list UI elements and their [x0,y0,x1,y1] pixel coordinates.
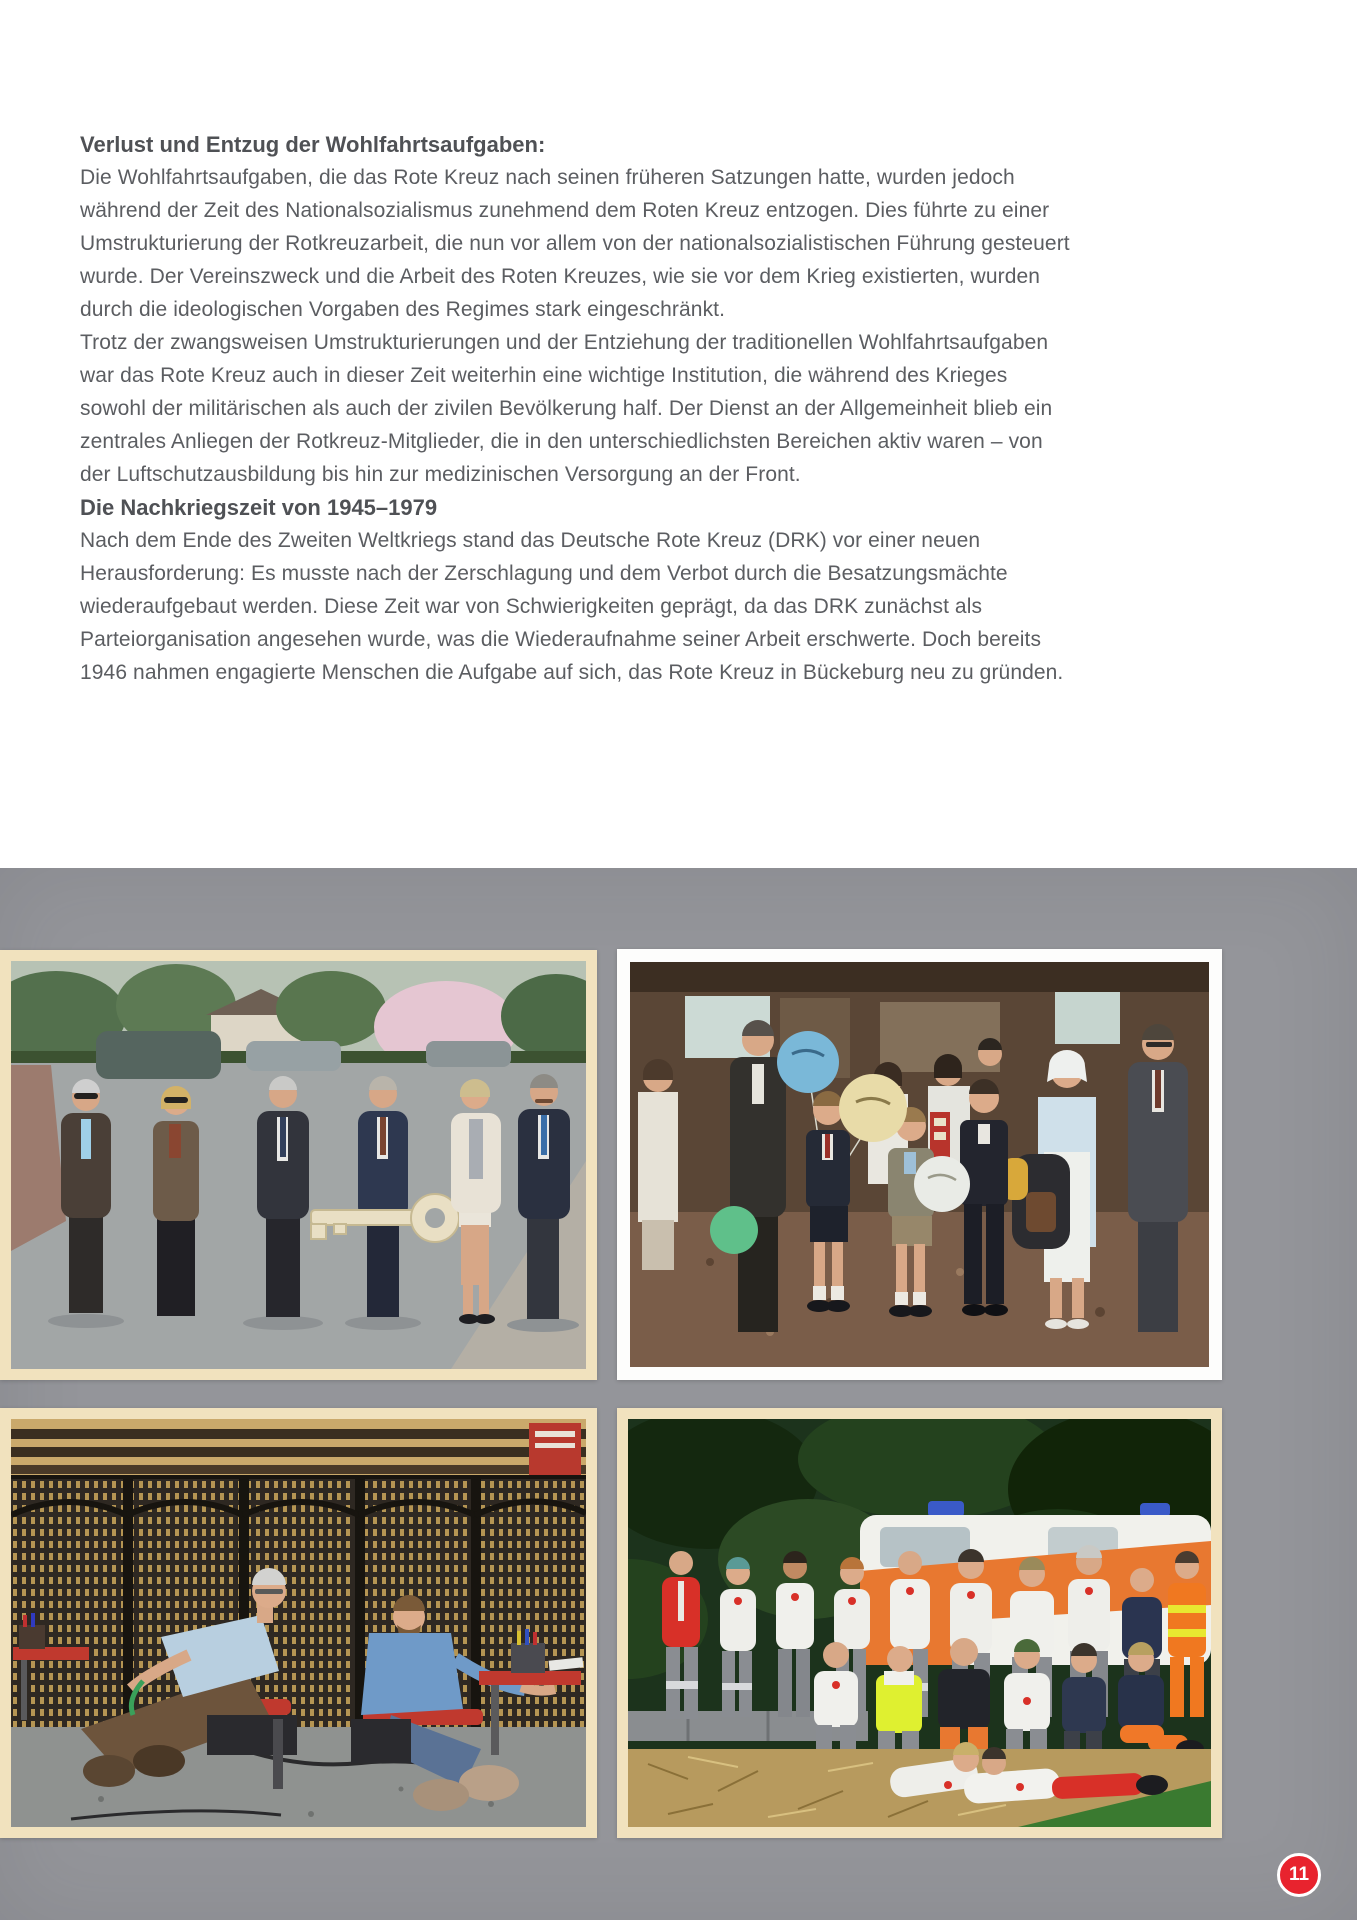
photo-frame-blood-donation [0,1408,597,1838]
paragraph-wohlfahrtsaufgaben [80,161,1310,491]
text-line: Umstrukturierung der Rotkreuzarbeit, die nun vor allem von der nationalsozialistischen Führung gesteuert [80,232,1070,255]
blood-donation-photo-image [11,1419,586,1827]
text-line: der Luftschutzausbildung bis hin zur medizinischen Versorgung an der Front. [80,463,801,486]
rescue-team-photo-image [628,1419,1211,1827]
text-line: war das Rote Kreuz auch in dieser Zeit weiterhin eine wichtige Institution, die während des Krieges [80,364,1008,387]
section-heading-nachkriegszeit: Die Nachkriegszeit von 1945–1979 [80,495,438,520]
text-line: wurde. Der Vereinszweck und die Arbeit des Roten Kreuzes, wie sie vor dem Krieg existierten, wurden [80,265,1041,288]
photo-frame-rescue-team [617,1408,1222,1838]
text-line: Herausforderung: Es musste nach der Zerschlagung und dem Verbot durch die Besatzungsmächte [80,562,1008,585]
photo-frame-balloons [617,949,1222,1380]
article-text [80,128,1310,689]
paragraph-nachkriegszeit [80,524,1310,689]
photo-panel [0,868,1357,1920]
text-line: wiederaufgebaut werden. Diese Zeit war von Schwierigkeiten geprägt, da das DRK zunächst als [80,595,983,618]
text-line: zentrales Anliegen der Rotkreuz-Mitglieder, die in den unterschiedlichsten Bereichen aktiv waren – von [80,430,1043,453]
text-line: Die Wohlfahrtsaufgaben, die das Rote Kreuz nach seinen früheren Satzungen hatte, wurden jedoch [80,166,1015,189]
text-line: durch die ideologischen Vorgaben des Regimes stark eingeschränkt. [80,298,726,321]
text-line: während der Zeit des Nationalsozialismus zunehmend dem Roten Kreuz entzogen. Dies führte zu einer [80,199,1050,222]
text-line: Trotz der zwangsweisen Umstrukturierungen und der Entziehung der traditionellen Wohlfahrtsaufgaben [80,331,1049,354]
balloon-children-photo-image [630,962,1209,1367]
text-line: 1946 nahmen engagierte Menschen die Aufgabe auf sich, das Rote Kreuz in Bückeburg neu zu gründen. [80,661,1064,684]
text-line: sowohl der militärischen als auch der zivilen Bevölkerung half. Der Dienst an der Allgemeinheit blieb ein [80,397,1053,420]
text-line: Nach dem Ende des Zweiten Weltkriegs stand das Deutsche Rote Kreuz (DRK) vor einer neuen [80,529,981,552]
photo-frame-officials [0,950,597,1380]
section-heading-wohlfahrtsaufgaben: Verlust und Entzug der Wohlfahrtsaufgaben: [80,132,546,157]
page-number: 11 [1288,1864,1310,1885]
text-line: Parteiorganisation angesehen wurde, was die Wiederaufnahme seiner Arbeit erschwerte. Doch bereits [80,628,1042,651]
page-number-badge [1277,1853,1321,1897]
officials-group-photo-image [11,961,586,1369]
